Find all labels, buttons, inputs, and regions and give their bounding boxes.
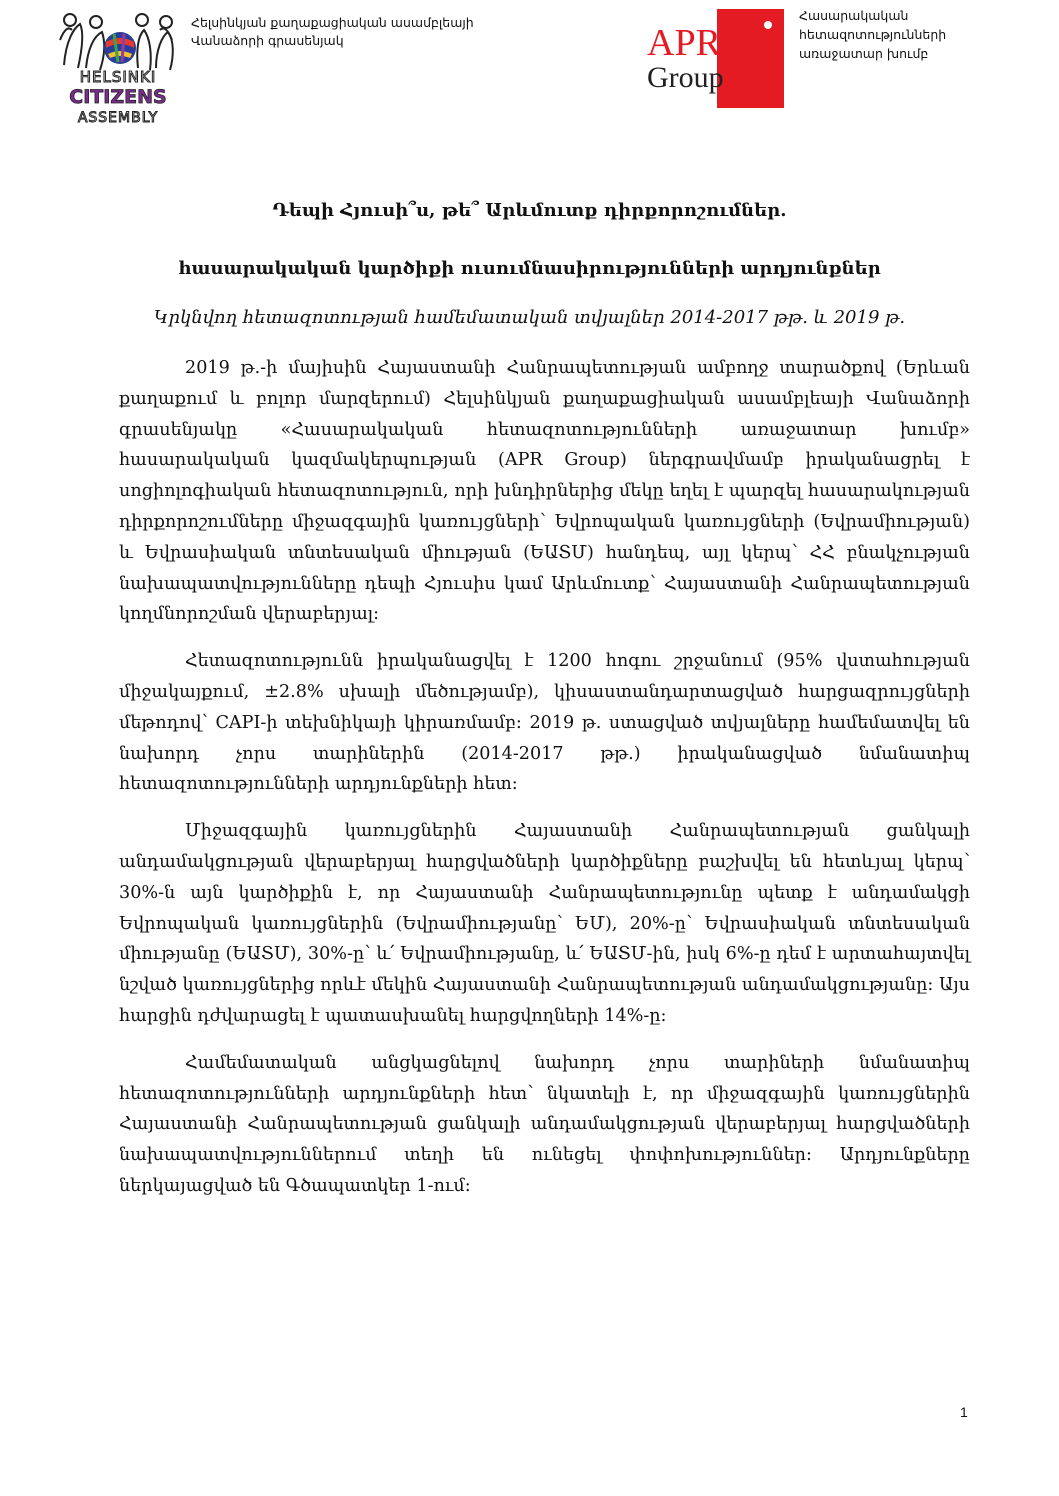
document-title: Դեպի Հյուսի՞ս, թե՞ Արևմուտք դիրքորոշումներ.	[272, 200, 787, 221]
apr-logo-line2: Group	[647, 61, 724, 94]
apr-group-logo	[641, 9, 784, 108]
hca-logo-line3: ASSEMBLY	[77, 110, 159, 126]
apr-name-line-3: առաջատար խումբ	[799, 46, 929, 61]
hca-logo-line1: HELSINKI	[79, 68, 157, 86]
apr-name-line-1: Հասարակական	[799, 8, 909, 23]
paragraph-4: Համեմատական անցկացնելով նախորդ չորս տարիների նմանատիպ հետազոտությունների արդյունքների հետ՝ նկատելի է, որ միջազգային կառույցներին Հայաստանի Հանրապետության ցանկալի անդամակցության վերաբերյալ հարցվածների նախապատվություններում տեղի են ունեցել փոփոխություններ: Արդյունքները ներկայացված են Գծապատկեր 1-ում:	[119, 1052, 970, 1196]
document-body	[119, 353, 970, 1218]
document-title-line-2: հասարակական կարծիքի ուսումնասիրությունների արդյունքներ	[178, 258, 881, 279]
document-subtitle: Կրկնվող հետազոտության համեմատական տվյալներ 2014-2017 թթ. և 2019 թ.	[153, 307, 906, 328]
page-number: 1	[960, 1404, 968, 1420]
apr-logo-dot	[764, 21, 772, 29]
paragraph-1: 2019 թ.-ի մայիսին Հայաստանի Հանրապետության ամբողջ տարածքով (Երևան քաղաքում և բոլոր մարզերում) Հելսինկյան քաղաքացիական ասամբլեայի Վանաձորի գրասենյակը «Հասարակական հետազոտությունների առաջատար խումբ» հասարակական կազմակերպության (APR Group) ներգրավմամբ իրականացրել է սոցիոլոգիական հետազոտություն, որի խնդիրներից մեկը եղել է պարզել հասարակության դիրքորոշումները միջազգային կառույցների՝ Եվրոպական կառույցների (Եվրամիության) և Եվրասիական տնտեսական միության (ԵԱՏՄ) հանդեպ, այլ կերպ՝ ՀՀ բնակչության նախապատվությունները դեպի Հյուսիս կամ Արևմուտք՝ Հայաստանի Հանրապետության կողմնորոշման վերաբերյալ:	[119, 358, 970, 625]
helsinki-citizens-assembly-logo	[56, 10, 180, 128]
hca-name-line-2: Վանաձորի գրասենյակ	[191, 33, 344, 48]
paragraph-2: Հետազոտությունն իրականացվել է 1200 հոգու շրջանում (95% վստահության միջակայքում, ±2.8% սխալի մեծությամբ), կիսաստանդարտացված հարցազրույցների մեթոդով՝ CAPI-ի տեխնիկայի կիրառմամբ: 2019 թ. ստացված տվյալները համեմատվել են նախորդ չորս տարիներին (2014-2017 թթ.) իրականացված նմանատիպ հետազոտությունների արդյունքների հետ:	[119, 651, 970, 795]
hca-organization-name	[191, 14, 474, 50]
hca-name-line-1: Հելսինկյան քաղաքացիական ասամբլեայի	[191, 15, 474, 30]
apr-name-line-2: հետազոտությունների	[799, 27, 947, 42]
hca-logo-line2: CITIZENS	[69, 86, 167, 108]
apr-logo-line1: APR	[647, 22, 721, 64]
apr-organization-name	[799, 6, 946, 63]
apr-logo-red-block	[717, 9, 784, 108]
paragraph-3: Միջազգային կառույցներին Հայաստանի Հանրապետության ցանկալի անդամակցության վերաբերյալ հարցվածների կարծիքները բաշխվել են հետևյալ կերպ՝ 30%-ն այն կարծիքին է, որ Հայաստանի Հանրապետությունը պետք է անդամակցի Եվրոպական կառույցներին (Եվրամիությանը՝ ԵՄ), 20%-ը՝ Եվրասիական տնտեսական միությանը (ԵԱՏՄ), 30%-ը՝ և՛ Եվրամիությանը, և՛ ԵԱՏՄ-ին, իսկ 6%-ը դեմ է արտահայտվել նշված կառույցներից որևէ մեկին Հայաստանի Հանրապետության անդամակցությանը: Այս հարցին դժվարացել է պատասխանել հարցվողների 14%-ը:	[119, 821, 970, 1026]
